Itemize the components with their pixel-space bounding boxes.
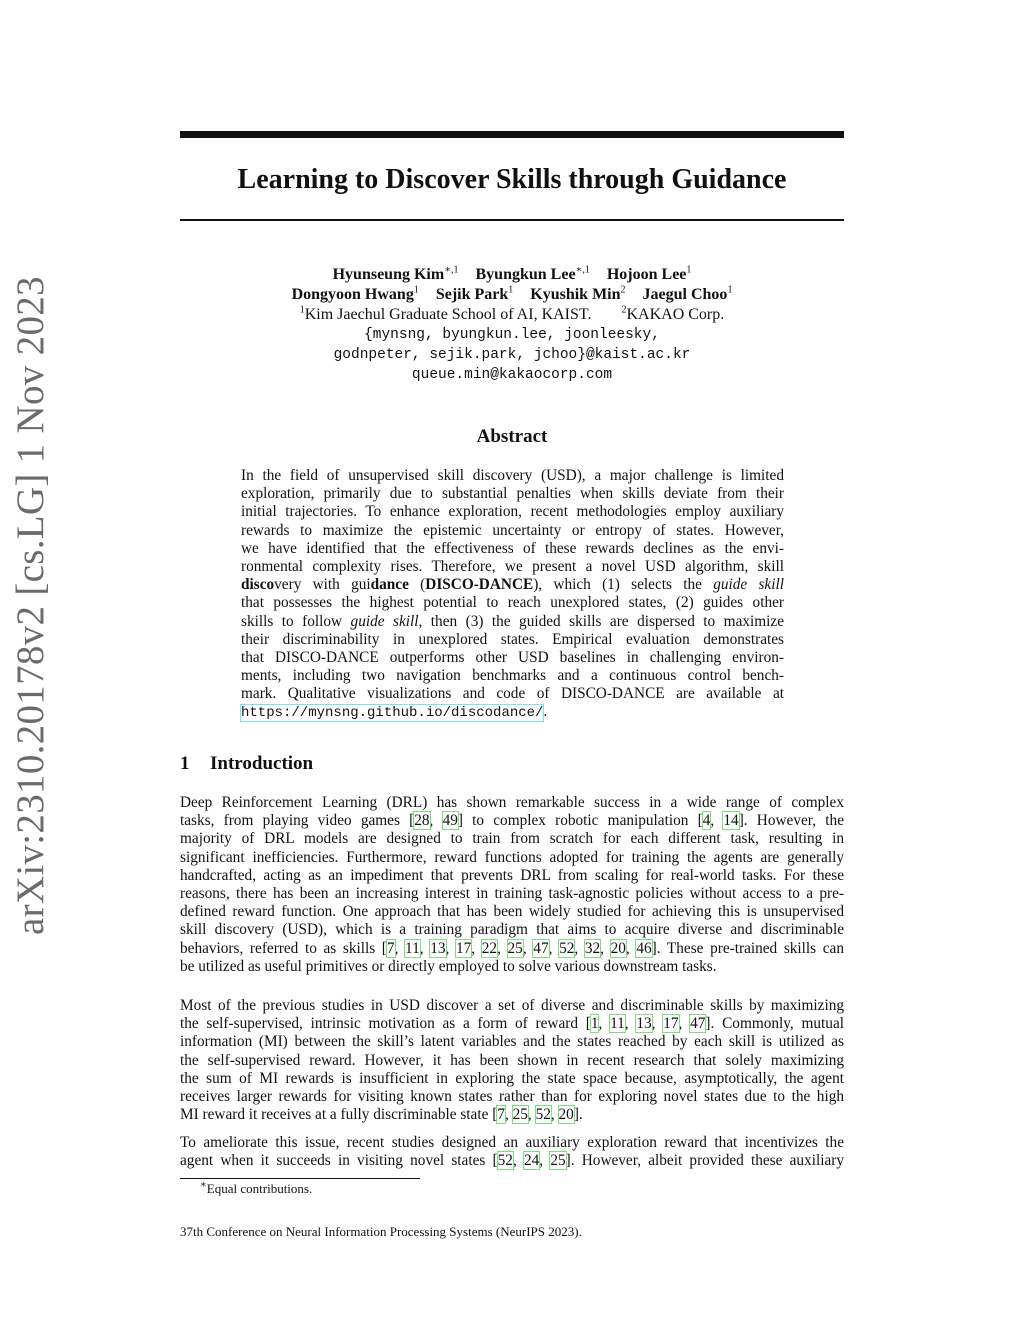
- citation-link[interactable]: 20: [610, 939, 626, 957]
- para-line: [180, 1106, 844, 1124]
- author-row-2: [180, 285, 844, 305]
- text: (: [408, 576, 426, 594]
- citation-link[interactable]: 11: [405, 939, 420, 957]
- author-name: Byungkun Lee: [475, 266, 576, 283]
- author-name: Hojoon Lee: [606, 266, 687, 283]
- text: agent when it succeeds in visiting novel states [: [180, 1152, 498, 1170]
- text: MI reward it receives at a fully discriminable state [: [180, 1106, 498, 1124]
- author-sup: 1: [727, 284, 733, 296]
- para-line: the self-supervised reward. However, it has been shown in recent research that solely maximizing: [180, 1051, 844, 1069]
- text: ,: [512, 1152, 524, 1170]
- text: , then (3) the guided skills are dispersed to maximize: [418, 612, 784, 630]
- paper-title: Learning to Discover Skills through Guidance: [237, 164, 787, 195]
- citation-link[interactable]: 13: [636, 1015, 652, 1033]
- para-line: [180, 812, 844, 830]
- text: ,: [504, 1106, 513, 1124]
- abstract-line: exploration, primarily due to substantial penalties when skills deviate from their: [241, 485, 784, 503]
- text: skills to follow: [241, 612, 351, 630]
- text: ,: [539, 1152, 551, 1170]
- email-line: {mynsng, byungkun.lee, joonleesky,: [364, 327, 660, 343]
- text: ,: [598, 1015, 611, 1033]
- text: ,: [548, 939, 560, 957]
- author-name: Jaegul Choo: [642, 286, 728, 303]
- section-title: Introduction: [210, 753, 314, 774]
- text: ]. Commonly, mutual: [705, 1015, 844, 1033]
- term-italic: guide skill: [350, 612, 419, 630]
- para-line: the sum of MI rewards is insufficient in exploring the state space because, asymptotically, the agent: [180, 1069, 844, 1087]
- author-sup: 2: [620, 284, 626, 296]
- text-bold: dance: [370, 576, 409, 594]
- para-line: [180, 1152, 844, 1170]
- term-italic: guide skill: [713, 576, 784, 594]
- citation-link[interactable]: 25: [512, 1106, 528, 1124]
- author-sup: 1: [686, 264, 692, 276]
- citation-link[interactable]: 52: [559, 939, 575, 957]
- abstract-line: ments, including two navigation benchmarks and a continuous control bench-: [241, 667, 784, 685]
- citation-link[interactable]: 28: [414, 812, 430, 830]
- text-bold: disco: [241, 576, 275, 594]
- para-line: To ameliorate this issue, recent studies designed an auxiliary exploration reward that incentivizes the: [180, 1134, 844, 1151]
- abstract-line: ronmental complexity rises. Therefore, we present a novel USD algorithm, skill: [241, 557, 784, 575]
- text: .: [543, 703, 548, 721]
- text: the self-supervised, intrinsic motivation as a form of reward [: [180, 1015, 591, 1033]
- abstract-line: their discriminability in unexplored states. Empirical evaluation demonstrates: [241, 630, 784, 648]
- paragraph-1: [180, 794, 844, 976]
- citation-link[interactable]: 32: [584, 939, 601, 957]
- author-name: Hyunseung Kim: [332, 266, 445, 283]
- abstract-line: [241, 576, 784, 594]
- email-line: queue.min@kakaocorp.com: [411, 367, 613, 383]
- arxiv-stamp: arXiv:2310.20178v2 [cs.LG] 1 Nov 2023: [9, 276, 52, 935]
- para-line: Most of the previous studies in USD discover a set of diverse and discriminable skills by maximizing: [180, 997, 844, 1014]
- text: ]. However, albeit provided these auxiliary: [565, 1152, 845, 1170]
- author-name: Sejik Park: [435, 286, 509, 303]
- method-name: DISCO-DANCE: [425, 576, 534, 594]
- para-line: [180, 940, 844, 958]
- author-name: Kyushik Min: [530, 286, 621, 303]
- para-line: receives larger rewards for visiting known states rather than for exploring novel states due to the high: [180, 1087, 844, 1105]
- text: ,: [394, 939, 406, 957]
- text: tasks, from playing video games [: [180, 812, 415, 830]
- text: ,: [624, 1015, 637, 1033]
- para-line: majority of DRL models are designed to train from scratch for each different task, resulting in: [180, 830, 844, 848]
- text: ,: [574, 939, 585, 957]
- citation-link[interactable]: 46: [636, 939, 652, 957]
- para-line: handcrafted, acting as an impediment that prevents DRL from scaling for real-world tasks. For these: [180, 866, 844, 884]
- citation-link[interactable]: 13: [430, 939, 446, 957]
- text: ), which (1) selects the: [533, 576, 714, 594]
- text: ,: [419, 939, 431, 957]
- abstract-line: In the field of unsupervised skill discovery (USD), a major challenge is limited: [241, 467, 784, 484]
- paragraph-3: [180, 1134, 844, 1170]
- abstract-line: [241, 613, 784, 631]
- affiliation-kakao: KAKAO Corp.: [626, 306, 725, 323]
- section-number: 1: [180, 753, 190, 774]
- text: ,: [651, 1015, 664, 1033]
- citation-link[interactable]: 25: [550, 1152, 566, 1170]
- citation-link[interactable]: 4: [702, 812, 711, 830]
- para-line: reasons, there has been an increasing interest in training task-agnostic policies without access to a pre-: [180, 884, 844, 902]
- citation-link[interactable]: 24: [523, 1152, 540, 1170]
- abstract-line: initial trajectories. To enhance exploration, recent methodologies employ auxiliary: [241, 503, 784, 521]
- author-block: [180, 265, 844, 385]
- footnote: [200, 1181, 312, 1197]
- citation-link[interactable]: 52: [535, 1106, 551, 1124]
- text: ,: [471, 939, 482, 957]
- text: behaviors, referred to as skills [: [180, 939, 387, 957]
- affiliation-row: [180, 305, 844, 325]
- abstract-line: we have identified that the effectiveness of these rewards declines as the envi-: [241, 539, 784, 557]
- text: ,: [600, 939, 611, 957]
- affiliation-kaist: Kim Jaechul Graduate School of AI, KAIST.: [304, 306, 592, 323]
- citation-link[interactable]: 17: [456, 939, 472, 957]
- abstract-body: [241, 467, 784, 722]
- text: ,: [497, 939, 508, 957]
- citation-link[interactable]: 52: [497, 1152, 513, 1170]
- author-sup: ∗,1: [575, 264, 590, 276]
- citation-link[interactable]: 14: [723, 812, 739, 830]
- text: ,: [522, 939, 534, 957]
- citation-link[interactable]: 47: [690, 1015, 706, 1033]
- paragraph-2: [180, 997, 844, 1124]
- text: ]. These pre-trained skills can: [651, 939, 844, 957]
- footnote-rule: [180, 1178, 420, 1179]
- text: ,: [710, 812, 724, 830]
- abstract-line: mark. Qualitative visualizations and code of DISCO-DANCE are available at: [241, 685, 784, 703]
- text: ].: [573, 1106, 583, 1124]
- affil-sup: 1: [299, 304, 305, 316]
- conference-footer: 37th Conference on Neural Information Processing Systems (NeurIPS 2023).: [180, 1224, 582, 1239]
- text: ,: [527, 1106, 536, 1124]
- para-line: significant inefficiencies. Furthermore, reward functions adopted for training the agents are generally: [180, 848, 844, 866]
- abstract-heading: Abstract: [476, 426, 548, 447]
- text: ,: [678, 1015, 691, 1033]
- abstract-line: that DISCO-DANCE outperforms other USD baselines in challenging environ-: [241, 648, 784, 666]
- citation-link[interactable]: 1: [590, 1015, 599, 1033]
- text: ,: [625, 939, 637, 957]
- text: ] to complex robotic manipulation [: [457, 812, 703, 830]
- affil-sup: 2: [621, 304, 627, 316]
- citation-link[interactable]: 25: [507, 939, 523, 957]
- para-line: information (MI) between the skill’s latent variables and the states reached by each skill is utilized as: [180, 1033, 844, 1051]
- text: ]. However, the: [738, 812, 844, 830]
- abstract-line: [241, 703, 784, 721]
- author-sup: 1: [508, 284, 514, 296]
- abstract-line: that possesses the highest potential to reach unexplored states, (2) guides other: [241, 594, 784, 612]
- para-line: [180, 1015, 844, 1033]
- author-row-1: [180, 265, 844, 285]
- author-sup: 1: [413, 284, 419, 296]
- citation-link[interactable]: 47: [533, 939, 549, 957]
- para-line: Deep Reinforcement Learning (DRL) has shown remarkable success in a wide range of complex: [180, 794, 844, 811]
- footnote-mark: ∗: [200, 1179, 207, 1191]
- citation-link[interactable]: 7: [497, 1106, 505, 1124]
- para-line: be utilized as useful primitives or directly employed to solve various downstream tasks.: [180, 957, 717, 975]
- text: ,: [429, 812, 443, 830]
- citation-link[interactable]: 11: [610, 1015, 625, 1033]
- text: very with gui: [274, 576, 371, 594]
- para-line: defined reward function. One approach that has been widely studied for achieving this is unsupervised: [180, 903, 844, 921]
- project-url-link[interactable]: https://mynsng.github.io/discodance/: [241, 705, 544, 722]
- title-rule-bottom: [180, 219, 844, 221]
- section-heading: [180, 753, 313, 775]
- text: ,: [445, 939, 456, 957]
- title-rule-top: [180, 131, 844, 138]
- author-name: Dongyoon Hwang: [291, 286, 414, 303]
- citation-link[interactable]: 22: [481, 939, 498, 957]
- author-sup: ∗,1: [444, 264, 459, 276]
- citation-link[interactable]: 20: [558, 1106, 574, 1124]
- email-line: godnpeter, sejik.park, jchoo}@kaist.ac.kr: [333, 347, 691, 363]
- para-line: skill discovery (USD), which is a training paradigm that aims to acquire diverse and discriminable: [180, 921, 844, 939]
- footnote-text: Equal contributions.: [206, 1181, 313, 1196]
- citation-link[interactable]: 17: [663, 1015, 679, 1033]
- citation-link[interactable]: 49: [442, 812, 458, 830]
- abstract-line: rewards to maximize the epistemic uncertainty or entropy of states. However,: [241, 521, 784, 539]
- text: ,: [550, 1106, 559, 1124]
- citation-link[interactable]: 7: [386, 939, 395, 957]
